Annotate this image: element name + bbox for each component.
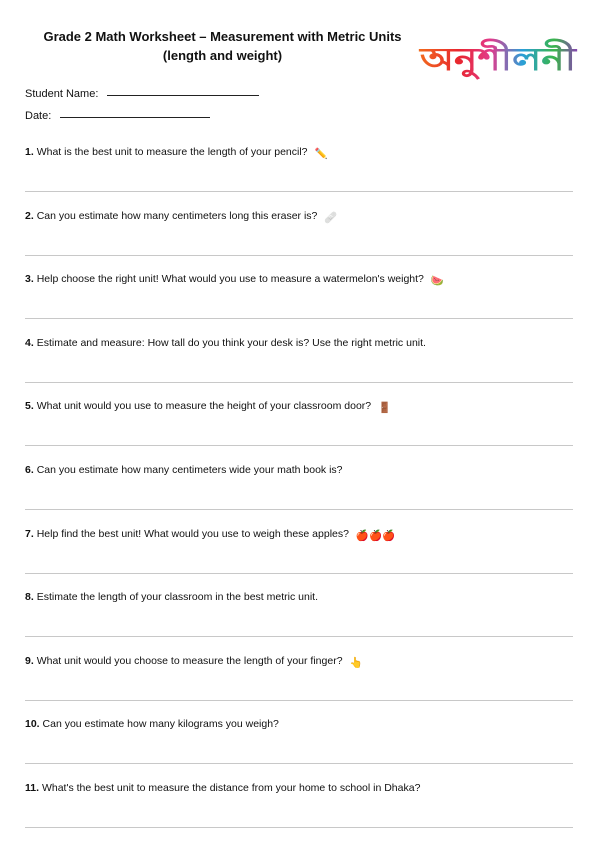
- student-name-field: [25, 87, 259, 101]
- question-number: 6.: [25, 463, 34, 476]
- date-line[interactable]: [60, 109, 210, 118]
- answer-line[interactable]: [25, 700, 573, 701]
- answer-line[interactable]: [25, 318, 573, 319]
- worksheet-title: [20, 27, 425, 65]
- question-text: Can you estimate how many kilograms you weigh?: [42, 718, 279, 731]
- logo-graphic: [418, 30, 580, 86]
- question-number: 5.: [25, 400, 34, 413]
- answer-line[interactable]: [25, 255, 573, 256]
- question-number: 7.: [25, 527, 34, 540]
- question-list: [25, 145, 573, 845]
- door-icon: 🚪: [378, 402, 392, 415]
- answer-line[interactable]: [25, 827, 573, 828]
- question-item: [25, 145, 573, 209]
- question-number: 2.: [25, 209, 34, 222]
- question-item: [25, 590, 573, 654]
- question-number: 11.: [25, 781, 40, 794]
- question-item: [25, 209, 573, 273]
- question-number: 9.: [25, 654, 34, 667]
- question-text: Help find the best unit! What would you use to weigh these apples?: [36, 527, 349, 540]
- question-number: 4.: [25, 336, 34, 349]
- question-item: [25, 527, 573, 591]
- logo: [418, 30, 580, 86]
- logo-text: অনুশীলনী: [420, 40, 548, 78]
- question-text: What's the best unit to measure the distance from your home to school in Dhaka?: [41, 781, 421, 794]
- eraser-icon: 🩹: [324, 211, 338, 224]
- apples-icon: 🍎🍎🍎: [355, 529, 396, 542]
- question-item: [25, 781, 573, 845]
- question-item: [25, 463, 573, 527]
- answer-line[interactable]: [25, 382, 573, 383]
- question-text: Estimate and measure: How tall do you think your desk is? Use the right metric unit.: [36, 336, 426, 349]
- answer-line[interactable]: [25, 191, 573, 192]
- question-number: 1.: [25, 146, 34, 158]
- question-item: [25, 336, 573, 400]
- question-text: Can you estimate how many centimeters long this eraser is?: [36, 209, 318, 222]
- question-text: What is the best unit to measure the length of your pencil?: [36, 146, 308, 158]
- title-line-2: (length and weight): [162, 48, 283, 63]
- question-item: [25, 654, 573, 718]
- answer-line[interactable]: [25, 636, 573, 637]
- question-text: Estimate the length of your classroom in the best metric unit.: [36, 591, 318, 604]
- student-name-label: Student Name:: [25, 88, 99, 100]
- date-label: Date:: [25, 110, 52, 122]
- question-number: 3.: [25, 273, 34, 286]
- pointing-finger-icon: 👆: [349, 656, 363, 669]
- question-item: [25, 717, 573, 781]
- answer-line[interactable]: [25, 763, 573, 764]
- question-item: [25, 399, 573, 463]
- date-field: [25, 109, 210, 123]
- question-item: [25, 272, 573, 336]
- question-text: Can you estimate how many centimeters wide your math book is?: [36, 463, 343, 476]
- question-text: What unit would you use to measure the height of your classroom door?: [36, 400, 372, 413]
- answer-line[interactable]: [25, 445, 573, 446]
- title-line-1: Grade 2 Math Worksheet – Measurement with Metric Units: [43, 29, 402, 44]
- student-name-line[interactable]: [107, 87, 259, 96]
- answer-line[interactable]: [25, 573, 573, 574]
- question-text: Help choose the right unit! What would you use to measure a watermelon's weight?: [36, 273, 424, 286]
- answer-line[interactable]: [25, 509, 573, 510]
- pencil-icon: ✏️: [314, 148, 328, 160]
- watermelon-icon: 🍉: [430, 275, 444, 288]
- question-number: 10.: [25, 718, 40, 731]
- question-text: What unit would you choose to measure the length of your finger?: [36, 654, 343, 667]
- question-number: 8.: [25, 591, 34, 604]
